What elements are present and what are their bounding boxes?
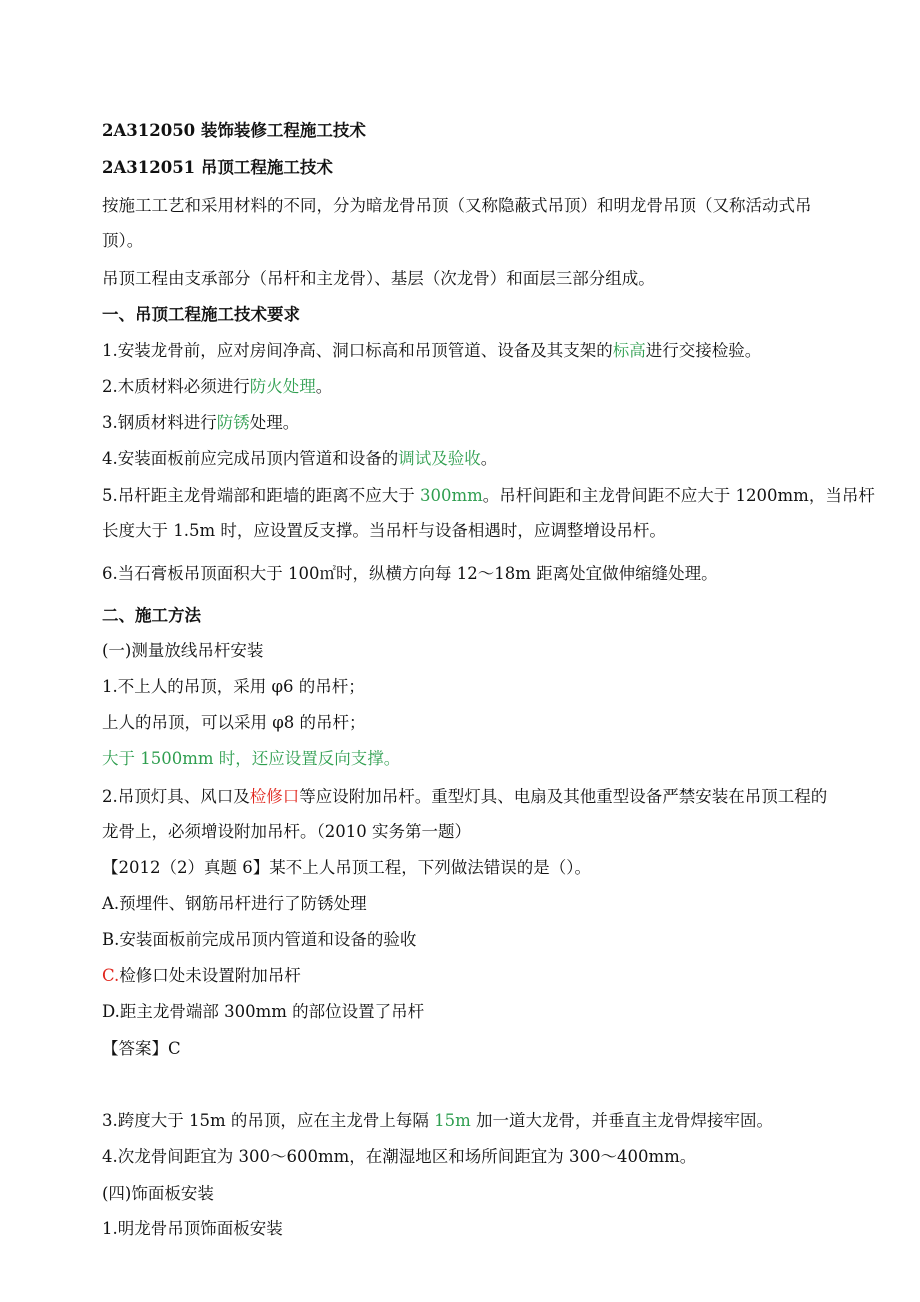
section2-title: 二、施工方法	[102, 606, 201, 625]
method-1-c-highlight: 大于 1500mm 时，还应设置反向支撑。	[102, 749, 401, 768]
section1-title: 一、吊顶工程施工技术要求	[102, 305, 300, 324]
requirement-1-highlight: 标高	[612, 341, 646, 360]
exam-question: 【2012（2）真题 6】某不上人吊顶工程，下列做法错误的是（）。	[102, 858, 591, 877]
requirement-1	[102, 340, 761, 362]
answer: 【答案】C	[102, 1039, 181, 1058]
intro-text: 按施工工艺和采用材料的不同，分为暗龙骨吊顶（又称隐蔽式吊顶）和明龙骨吊顶（又称活动式吊	[102, 196, 812, 215]
method-2-text-b: 等应设附加吊杆。重型灯具、电扇及其他重型设备严禁安装在吊顶工程的	[299, 787, 828, 806]
subsection-survey: (一)测量放线吊杆安装	[102, 641, 264, 660]
requirement-5-line1	[102, 485, 875, 507]
requirement-3-text-b: 处理。	[249, 413, 300, 432]
requirement-2-text-a: 2.木质材料必须进行	[102, 377, 250, 396]
option-d: D.距主龙骨端部 300mm 的部位设置了吊杆	[102, 1002, 425, 1021]
method-2-line1	[102, 786, 827, 808]
requirement-3	[102, 412, 299, 434]
option-b: B.安装面板前完成吊顶内管道和设备的验收	[102, 930, 417, 949]
requirement-1-text-a: 1.安装龙骨前，应对房间净高、洞口标高和吊顶管道、设备及其支架的	[102, 341, 613, 360]
method-3	[102, 1110, 773, 1132]
method-3-highlight: 15m	[434, 1111, 471, 1130]
option-c-text: 检修口处未设置附加吊杆	[119, 966, 301, 985]
heading-subsection-code: 2A312051 吊顶工程施工技术	[102, 158, 333, 177]
option-a: A.预埋件、钢筋吊杆进行了防锈处理	[102, 894, 367, 913]
requirement-4	[102, 448, 497, 470]
requirement-6: 6.当石膏板吊顶面积大于 100㎡时，纵横方向每 12～18m 距离处宜做伸缩缝处理。	[102, 564, 718, 583]
requirement-5-text-a: 5.吊杆距主龙骨端部和距墙的距离不应大于	[102, 486, 420, 505]
requirement-2-text-b: 。	[315, 377, 333, 396]
method-3-text-a: 3.跨度大于 15m 的吊顶，应在主龙骨上每隔	[102, 1111, 435, 1130]
requirement-5-text-b: 。吊杆间距和主龙骨间距不应大于 1200mm，当吊杆	[482, 486, 875, 505]
method-2-text-a: 2.吊顶灯具、风口及	[102, 787, 250, 806]
method-5: 1.明龙骨吊顶饰面板安装	[102, 1219, 283, 1238]
method-4: 4.次龙骨间距宜为 300～600mm，在潮湿地区和场所间距宜为 300～400mm。	[102, 1147, 697, 1166]
method-3-text-b: 加一道大龙骨，并垂直主龙骨焊接牢固。	[470, 1111, 774, 1130]
option-c-letter: C.	[102, 966, 120, 985]
requirement-2	[102, 376, 332, 398]
requirement-5-highlight: 300mm	[420, 486, 483, 505]
requirement-2-highlight: 防火处理	[249, 377, 316, 396]
composition-paragraph: 吊顶工程由支承部分（吊杆和主龙骨）、基层（次龙骨）和面层三部分组成。	[102, 269, 655, 288]
requirement-3-text-a: 3.钢质材料进行	[102, 413, 217, 432]
requirement-4-highlight: 调试及验收	[398, 449, 481, 468]
intro-paragraph-line1	[102, 195, 812, 217]
requirement-5-line2: 长度大于 1.5m 时，应设置反支撑。当吊杆与设备相遇时，应调整增设吊杆。	[102, 521, 666, 540]
method-2-line2: 龙骨上，必须增设附加吊杆。（2010 实务第一题）	[102, 822, 471, 841]
method-1: 1.不上人的吊顶，采用 φ6 的吊杆；	[102, 677, 365, 696]
intro-paragraph-line2: 顶）。	[102, 231, 144, 250]
requirement-1-text-b: 进行交接检验。	[645, 341, 762, 360]
method-2-highlight: 检修口	[249, 787, 300, 806]
heading-section-code: 2A312050 装饰装修工程施工技术	[102, 121, 366, 140]
requirement-3-highlight: 防锈	[216, 413, 250, 432]
requirement-4-text-a: 4.安装面板前应完成吊顶内管道和设备的	[102, 449, 399, 468]
requirement-4-text-b: 。	[480, 449, 498, 468]
option-c	[102, 965, 301, 987]
method-1-b: 上人的吊顶，可以采用 φ8 的吊杆；	[102, 713, 366, 732]
subsection-panel-install: (四)饰面板安装	[102, 1184, 214, 1203]
